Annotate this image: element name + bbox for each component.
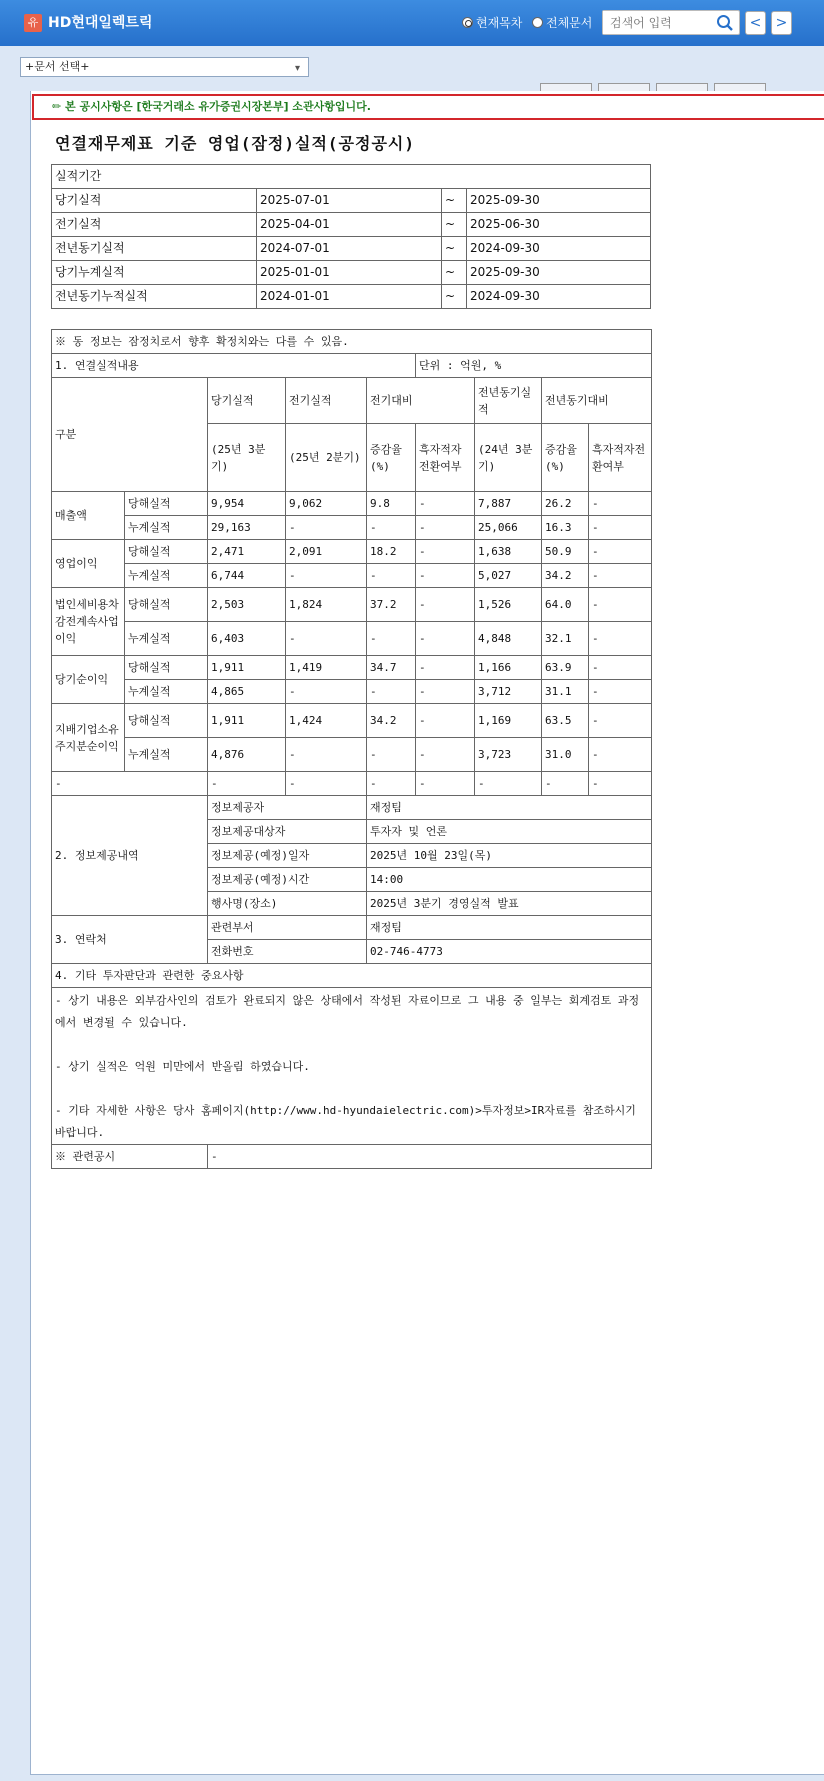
cell-cur: 2,503 <box>208 588 286 622</box>
sub-current-header: (25년 3분기) <box>208 424 286 492</box>
sub-turn2-header: 흑자적자전환여부 <box>589 424 652 492</box>
document-panel <box>30 91 824 1775</box>
col-prev-header: 전기실적 <box>286 378 367 424</box>
sub-rate-header: 증감율(%) <box>367 424 416 492</box>
table-row <box>52 680 652 704</box>
cell-rate2: 26.2 <box>542 492 589 516</box>
period-tilde: ~ <box>442 285 467 309</box>
cell-type: 당해실적 <box>125 704 208 738</box>
chevron-down-icon[interactable]: ▾ <box>294 63 300 74</box>
cell-yoy: 1,166 <box>475 656 542 680</box>
remarks-cell <box>52 988 652 1145</box>
cell-rate: - <box>367 738 416 772</box>
cell-cur: 4,865 <box>208 680 286 704</box>
cell-yoy: 4,848 <box>475 622 542 656</box>
cell-cur: 1,911 <box>208 656 286 680</box>
period-label: 당기실적 <box>52 189 257 213</box>
radio-all-documents[interactable] <box>532 14 592 31</box>
cell-cur: 9,954 <box>208 492 286 516</box>
col-yoy-header: 전년동기실적 <box>475 378 542 424</box>
cell-yoy: 3,723 <box>475 738 542 772</box>
unit-label: 단위 : 억원, % <box>416 354 652 378</box>
period-to: 2024-09-30 <box>467 285 651 309</box>
cell-turn2: - <box>589 588 652 622</box>
cell-rate: 34.7 <box>367 656 416 680</box>
company-title[interactable]: HD현대일렉트릭 <box>48 15 153 31</box>
period-table <box>51 164 651 309</box>
table-row <box>52 540 652 564</box>
info-key: 정보제공(예정)시간 <box>208 868 367 892</box>
cell-turn2: - <box>589 564 652 588</box>
period-from: 2025-04-01 <box>257 213 442 237</box>
cell-turn2: - <box>589 622 652 656</box>
info-key: 정보제공(예정)일자 <box>208 844 367 868</box>
dash-cell: - <box>475 772 542 796</box>
table-row <box>52 738 652 772</box>
next-button[interactable]: > <box>771 11 792 35</box>
radio-all-label[interactable]: 전체문서 <box>546 16 593 30</box>
company-logo-icon: 유 <box>24 14 42 32</box>
info-value: 2025년 3분기 경영실적 발표 <box>367 892 652 916</box>
cell-rate2: 63.9 <box>542 656 589 680</box>
prev-button[interactable]: < <box>745 11 766 35</box>
cell-turn: - <box>416 738 475 772</box>
table-row <box>52 285 651 309</box>
dash-cell: - <box>52 772 208 796</box>
dash-cell: - <box>589 772 652 796</box>
period-from: 2024-07-01 <box>257 237 442 261</box>
document-select-value: +문서 선택+ <box>25 60 90 73</box>
item-label: 영업이익 <box>52 540 125 588</box>
item-label: 매출액 <box>52 492 125 540</box>
cell-prev: 1,424 <box>286 704 367 738</box>
item-label: 법인세비용차감전계속사업이익 <box>52 588 125 656</box>
cell-type: 누계실적 <box>125 738 208 772</box>
cell-turn: - <box>416 492 475 516</box>
remark-3: - 기타 자세한 사항은 당사 홈페이지(http://www.hd-hyundaielectric.com)>투자정보>IR자료를 참조하시기 바랍니다. <box>55 1104 636 1139</box>
col-vs-prev-header: 전기대비 <box>367 378 475 424</box>
radio-current-icon[interactable] <box>462 17 473 28</box>
cell-type: 누계실적 <box>125 516 208 540</box>
section-2-title: 2. 정보제공내역 <box>52 796 208 916</box>
table-row <box>52 237 651 261</box>
period-to: 2024-09-30 <box>467 237 651 261</box>
cell-rate: 9.8 <box>367 492 416 516</box>
col-vs-yoy-header: 전년동기대비 <box>542 378 652 424</box>
dash-cell: - <box>542 772 589 796</box>
period-tilde: ~ <box>442 237 467 261</box>
cell-turn: - <box>416 680 475 704</box>
cell-turn2: - <box>589 704 652 738</box>
radio-current-label[interactable]: 현재목차 <box>476 16 523 30</box>
cell-rate: - <box>367 564 416 588</box>
cell-rate2: 34.2 <box>542 564 589 588</box>
table-row <box>52 704 652 738</box>
period-to: 2025-09-30 <box>467 261 651 285</box>
info-key: 정보제공대상자 <box>208 820 367 844</box>
cell-rate: - <box>367 516 416 540</box>
radio-all-icon[interactable] <box>532 17 543 28</box>
cell-turn: - <box>416 656 475 680</box>
cell-prev: 9,062 <box>286 492 367 516</box>
contact-value: 02-746-4773 <box>367 940 652 964</box>
table-row <box>52 588 652 622</box>
remark-1: - 상기 내용은 외부감사인의 검토가 완료되지 않은 상태에서 작성된 자료이므로 그 내용 중 일부는 회계검토 과정에서 변경될 수 있습니다. <box>55 994 640 1029</box>
cell-rate2: 31.0 <box>542 738 589 772</box>
period-label: 전년동기실적 <box>52 237 257 261</box>
section-3-title: 3. 연락처 <box>52 916 208 964</box>
col-current-header: 당기실적 <box>208 378 286 424</box>
col-group-header: 구분 <box>52 378 208 492</box>
info-value: 재정팀 <box>367 796 652 820</box>
period-to: 2025-06-30 <box>467 213 651 237</box>
info-value: 14:00 <box>367 868 652 892</box>
cell-type: 당해실적 <box>125 588 208 622</box>
cell-yoy: 25,066 <box>475 516 542 540</box>
cell-turn2: - <box>589 516 652 540</box>
dash-cell: - <box>286 772 367 796</box>
cell-rate: 34.2 <box>367 704 416 738</box>
sub-rate2-header: 증감율(%) <box>542 424 589 492</box>
cell-prev: 2,091 <box>286 540 367 564</box>
cell-type: 당해실적 <box>125 492 208 516</box>
table-row <box>52 622 652 656</box>
contact-value: 재정팀 <box>367 916 652 940</box>
cell-prev: 1,824 <box>286 588 367 622</box>
section-1-title: 1. 연결실적내용 <box>52 354 416 378</box>
period-from: 2025-07-01 <box>257 189 442 213</box>
cell-rate: - <box>367 680 416 704</box>
period-header: 실적기간 <box>52 165 651 189</box>
cell-yoy: 1,169 <box>475 704 542 738</box>
search-icon[interactable] <box>716 14 734 32</box>
sub-turn-header: 흑자적자전환여부 <box>416 424 475 492</box>
cell-turn: - <box>416 588 475 622</box>
cell-rate: 18.2 <box>367 540 416 564</box>
cell-yoy: 7,887 <box>475 492 542 516</box>
remark-2: - 상기 실적은 억원 미만에서 반올림 하였습니다. <box>55 1060 310 1073</box>
cell-rate2: 16.3 <box>542 516 589 540</box>
info-key: 정보제공자 <box>208 796 367 820</box>
disclaimer: ※ 동 정보는 잠정치로서 향후 확정치와는 다를 수 있음. <box>52 330 652 354</box>
cell-prev: - <box>286 622 367 656</box>
top-bar <box>0 0 824 46</box>
contact-key: 전화번호 <box>208 940 367 964</box>
dash-row <box>52 772 652 796</box>
cell-turn2: - <box>589 738 652 772</box>
cell-turn: - <box>416 516 475 540</box>
cell-prev: - <box>286 564 367 588</box>
period-tilde: ~ <box>442 261 467 285</box>
cell-prev: - <box>286 516 367 540</box>
period-tilde: ~ <box>442 189 467 213</box>
cell-cur: 4,876 <box>208 738 286 772</box>
table-row <box>52 213 651 237</box>
cell-turn: - <box>416 540 475 564</box>
contact-key: 관련부서 <box>208 916 367 940</box>
cell-yoy: 1,638 <box>475 540 542 564</box>
cell-rate: - <box>367 622 416 656</box>
cell-type: 누계실적 <box>125 622 208 656</box>
cell-cur: 6,403 <box>208 622 286 656</box>
period-from: 2024-01-01 <box>257 285 442 309</box>
cell-type: 누계실적 <box>125 564 208 588</box>
cell-turn2: - <box>589 492 652 516</box>
table-row <box>52 492 652 516</box>
document-title: 연결재무제표 기준 영업(잠정)실적(공정공시) <box>55 134 416 153</box>
period-from: 2025-01-01 <box>257 261 442 285</box>
info-value: 투자자 및 언론 <box>367 820 652 844</box>
cell-turn: - <box>416 564 475 588</box>
cell-prev: - <box>286 738 367 772</box>
cell-turn: - <box>416 704 475 738</box>
cell-turn: - <box>416 622 475 656</box>
cell-rate2: 63.5 <box>542 704 589 738</box>
period-to: 2025-09-30 <box>467 189 651 213</box>
search-input[interactable] <box>603 11 713 34</box>
cell-turn2: - <box>589 680 652 704</box>
cell-rate2: 31.1 <box>542 680 589 704</box>
period-label: 당기누계실적 <box>52 261 257 285</box>
cell-cur: 1,911 <box>208 704 286 738</box>
cell-rate2: 64.0 <box>542 588 589 622</box>
info-value: 2025년 10월 23일(목) <box>367 844 652 868</box>
table-row <box>52 261 651 285</box>
period-tilde: ~ <box>442 213 467 237</box>
dash-cell: - <box>367 772 416 796</box>
result-rows <box>52 492 652 772</box>
cell-turn2: - <box>589 540 652 564</box>
cell-turn2: - <box>589 656 652 680</box>
cell-rate: 37.2 <box>367 588 416 622</box>
cell-yoy: 3,712 <box>475 680 542 704</box>
cell-cur: 6,744 <box>208 564 286 588</box>
cell-type: 누계실적 <box>125 680 208 704</box>
cell-yoy: 1,526 <box>475 588 542 622</box>
cell-yoy: 5,027 <box>475 564 542 588</box>
cell-cur: 29,163 <box>208 516 286 540</box>
section-4-title: 4. 기타 투자판단과 관련한 중요사항 <box>52 964 652 988</box>
related-value: - <box>208 1145 652 1169</box>
table-row <box>52 564 652 588</box>
cell-prev: 1,419 <box>286 656 367 680</box>
cell-type: 당해실적 <box>125 540 208 564</box>
document-select[interactable] <box>20 57 309 77</box>
jurisdiction-notice: ✏ 본 공시사항은 [한국거래소 유가증권시장본부] 소관사항입니다. <box>32 94 824 120</box>
results-table <box>51 329 652 1169</box>
item-label: 당기순이익 <box>52 656 125 704</box>
info-key: 행사명(장소) <box>208 892 367 916</box>
cell-cur: 2,471 <box>208 540 286 564</box>
cell-prev: - <box>286 680 367 704</box>
cell-rate2: 50.9 <box>542 540 589 564</box>
item-label: 지배기업소유주지분순이익 <box>52 704 125 772</box>
related-label: ※ 관련공시 <box>52 1145 208 1169</box>
period-label: 전기실적 <box>52 213 257 237</box>
table-row <box>52 656 652 680</box>
cell-rate2: 32.1 <box>542 622 589 656</box>
search-box[interactable] <box>602 10 740 35</box>
radio-current-section[interactable] <box>462 14 522 31</box>
dash-cell: - <box>416 772 475 796</box>
sub-prev-header: (25년 2분기) <box>286 424 367 492</box>
sub-yoy-header: (24년 3분기) <box>475 424 542 492</box>
period-label: 전년동기누적실적 <box>52 285 257 309</box>
cell-type: 당해실적 <box>125 656 208 680</box>
table-row <box>52 516 652 540</box>
dash-cell: - <box>208 772 286 796</box>
table-row <box>52 189 651 213</box>
